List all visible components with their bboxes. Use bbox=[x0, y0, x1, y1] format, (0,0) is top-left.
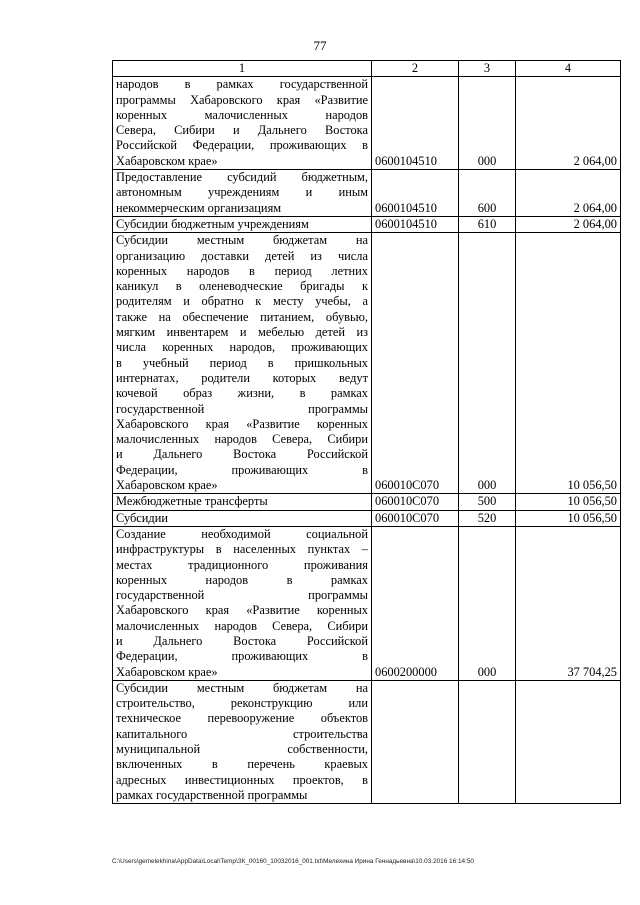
description-line: малочисленных народов Севера, Сибири bbox=[116, 618, 368, 633]
table-body bbox=[113, 77, 621, 804]
row-description bbox=[113, 494, 372, 510]
amount: 2 064,00 bbox=[516, 170, 621, 217]
page-number: 77 bbox=[313, 38, 327, 53]
description-line: коренных народов в рамках bbox=[116, 572, 368, 587]
table-row bbox=[113, 77, 621, 170]
description-line: автономным учреждениям и иным bbox=[116, 185, 368, 200]
header-col-4: 4 bbox=[516, 61, 621, 77]
description-line: и Дальнего Востока Российской bbox=[116, 447, 368, 462]
table-row bbox=[113, 494, 621, 510]
table-row bbox=[113, 526, 621, 680]
description-line: техническое перевооружение объектов bbox=[116, 711, 368, 726]
table-row bbox=[113, 510, 621, 526]
target-code: 0600104510 bbox=[372, 170, 459, 217]
row-description bbox=[113, 216, 372, 232]
amount: 2 064,00 bbox=[516, 77, 621, 170]
row-description bbox=[113, 77, 372, 170]
target-code: 060010С070 bbox=[372, 494, 459, 510]
description-line: Субсидии bbox=[116, 510, 168, 525]
amount: 10 056,50 bbox=[516, 494, 621, 510]
header-col-3: 3 bbox=[459, 61, 516, 77]
row-description bbox=[113, 510, 372, 526]
description-line: мягким инвентарем и мебелью детей из bbox=[116, 325, 368, 340]
target-code bbox=[372, 680, 459, 803]
expense-type: 000 bbox=[459, 526, 516, 680]
row-description bbox=[113, 170, 372, 217]
description-line: включенных в перечень краевых bbox=[116, 757, 368, 772]
description-line: строительство, реконструкцию или bbox=[116, 696, 368, 711]
amount: 10 056,50 bbox=[516, 233, 621, 494]
description-line: программы Хабаровского края «Развитие bbox=[116, 92, 368, 107]
description-line: народов в рамках государственной bbox=[116, 77, 368, 92]
description-line: Российской Федерации, проживающих в bbox=[116, 138, 368, 153]
description-line: государственной программы bbox=[116, 401, 368, 416]
description-line: интернатах, родители которых ведут bbox=[116, 370, 368, 385]
target-code: 0600200000 bbox=[372, 526, 459, 680]
row-description bbox=[113, 680, 372, 803]
description-line: также на обеспечение питанием, обувью, bbox=[116, 309, 368, 324]
table-row bbox=[113, 680, 621, 803]
row-description bbox=[113, 233, 372, 494]
expense-type: 000 bbox=[459, 233, 516, 494]
table-header-row bbox=[113, 61, 621, 77]
description-line: муниципальной собственности, bbox=[116, 742, 368, 757]
expense-type: 610 bbox=[459, 216, 516, 232]
description-line: в учебный период в пришкольных bbox=[116, 355, 368, 370]
description-line: Создание необходимой социальной bbox=[116, 526, 368, 541]
description-line: Предоставление субсидий бюджетным, bbox=[116, 170, 368, 185]
target-code: 060010С070 bbox=[372, 233, 459, 494]
table-row bbox=[113, 216, 621, 232]
description-line: Субсидии местным бюджетам на bbox=[116, 233, 368, 248]
description-line: и Дальнего Востока Российской bbox=[116, 633, 368, 648]
description-line: Субсидии местным бюджетам на bbox=[116, 680, 368, 695]
amount bbox=[516, 680, 621, 803]
target-code: 0600104510 bbox=[372, 216, 459, 232]
target-code: 060010С070 bbox=[372, 510, 459, 526]
description-line: Федерации, проживающих в bbox=[116, 649, 368, 664]
target-code: 0600104510 bbox=[372, 77, 459, 170]
description-line: Межбюджетные трансферты bbox=[116, 494, 268, 509]
description-line: каникул в оленеводческие бригады к bbox=[116, 279, 368, 294]
description-line: Хабаровском крае» bbox=[116, 664, 218, 679]
amount: 2 064,00 bbox=[516, 216, 621, 232]
row-description bbox=[113, 526, 372, 680]
description-line: Хабаровском крае» bbox=[116, 153, 218, 168]
expense-type: 500 bbox=[459, 494, 516, 510]
description-line: коренных малочисленных народов bbox=[116, 107, 368, 122]
table-row bbox=[113, 233, 621, 494]
header-col-1: 1 bbox=[113, 61, 372, 77]
description-line: кочевой образ жизни, в рамках bbox=[116, 386, 368, 401]
description-line: рамках государственной программы bbox=[116, 787, 308, 802]
file-path-footer: C:\Users\gemelekhina\AppData\Local\Temp\ЗК_00160_10032016_001.txt\Мелехина Ирина Геннадьевна\10.03.2016 16:14:50 bbox=[112, 858, 474, 865]
description-line: адресных инвестиционных проектов, в bbox=[116, 772, 368, 787]
description-line: организацию доставки детей из числа bbox=[116, 248, 368, 263]
description-line: родителям и обратно к месту учебы, а bbox=[116, 294, 368, 309]
header-col-2: 2 bbox=[372, 61, 459, 77]
description-line: коренных народов в период летних bbox=[116, 263, 368, 278]
description-line: государственной программы bbox=[116, 588, 368, 603]
description-line: Хабаровского края «Развитие коренных bbox=[116, 603, 368, 618]
description-line: Субсидии бюджетным учреждениям bbox=[116, 216, 309, 231]
description-line: Хабаровском крае» bbox=[116, 478, 218, 493]
expense-type bbox=[459, 680, 516, 803]
budget-table bbox=[112, 60, 621, 804]
description-line: малочисленных народов Севера, Сибири bbox=[116, 432, 368, 447]
description-line: Федерации, проживающих в bbox=[116, 462, 368, 477]
expense-type: 600 bbox=[459, 170, 516, 217]
description-line: некоммерческим организациям bbox=[116, 200, 282, 215]
description-line: Севера, Сибири и Дальнего Востока bbox=[116, 123, 368, 138]
description-line: числа коренных народов, проживающих bbox=[116, 340, 368, 355]
amount: 10 056,50 bbox=[516, 510, 621, 526]
expense-type: 520 bbox=[459, 510, 516, 526]
description-line: капитального строительства bbox=[116, 726, 368, 741]
description-line: местах традиционного проживания bbox=[116, 557, 368, 572]
table-row bbox=[113, 170, 621, 217]
description-line: инфраструктуры в населенных пунктах – bbox=[116, 542, 368, 557]
expense-type: 000 bbox=[459, 77, 516, 170]
amount: 37 704,25 bbox=[516, 526, 621, 680]
description-line: Хабаровского края «Развитие коренных bbox=[116, 416, 368, 431]
